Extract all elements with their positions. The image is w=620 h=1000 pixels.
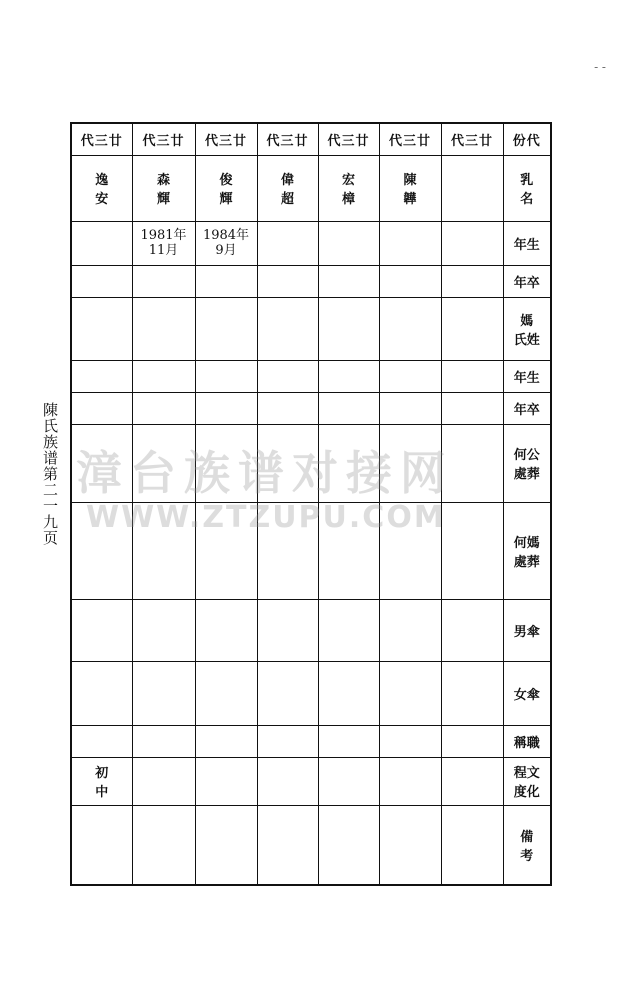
birth-row — [71, 221, 551, 265]
title-row — [71, 725, 551, 757]
name-cell-6: 陳 韡 — [379, 155, 441, 221]
father-burial-cell — [132, 424, 195, 502]
mother-surname-cell — [379, 297, 441, 360]
daughters-cell — [195, 661, 257, 725]
mother-burial-cell — [441, 502, 503, 599]
mother-birth-cell — [132, 360, 195, 392]
title-cell — [318, 725, 379, 757]
remarks-cell — [379, 805, 441, 885]
birth-cell-1 — [71, 221, 132, 265]
education-label: 程文 度化 — [503, 757, 551, 805]
mother-death-cell — [318, 392, 379, 424]
genealogy-table-wrapper — [70, 122, 552, 886]
mother-death-label: 年卒 — [503, 392, 551, 424]
education-cell-6 — [379, 757, 441, 805]
sons-cell — [318, 599, 379, 661]
father-burial-cell — [379, 424, 441, 502]
generation-header-4: 代三廿 — [257, 123, 318, 155]
death-row — [71, 265, 551, 297]
birth-label: 年生 — [503, 221, 551, 265]
mother-birth-label: 年生 — [503, 360, 551, 392]
watermark-cn: 漳台族谱对接网 — [76, 446, 454, 500]
death-cell — [132, 265, 195, 297]
name-cell-1: 逸 安 — [71, 155, 132, 221]
sons-cell — [71, 599, 132, 661]
remarks-cell — [318, 805, 379, 885]
mother-surname-cell — [318, 297, 379, 360]
mother-death-cell — [257, 392, 318, 424]
birth-cell-7 — [441, 221, 503, 265]
title-cell — [71, 725, 132, 757]
mother-surname-label: 媽 氏姓 — [503, 297, 551, 360]
education-cell-2 — [132, 757, 195, 805]
birth-cell-5 — [318, 221, 379, 265]
sons-cell — [195, 599, 257, 661]
daughters-row — [71, 661, 551, 725]
death-label: 年卒 — [503, 265, 551, 297]
birth-cell-6 — [379, 221, 441, 265]
mother-surname-cell — [132, 297, 195, 360]
education-cell-1: 初 中 — [71, 757, 132, 805]
name-cell-5: 宏 樟 — [318, 155, 379, 221]
mother-surname-cell — [257, 297, 318, 360]
death-cell — [71, 265, 132, 297]
remarks-cell — [441, 805, 503, 885]
sons-label: 男傘 — [503, 599, 551, 661]
title-label: 稱職 — [503, 725, 551, 757]
daughters-cell — [318, 661, 379, 725]
daughters-cell — [132, 661, 195, 725]
sons-cell — [379, 599, 441, 661]
sons-cell — [132, 599, 195, 661]
header-row — [71, 123, 551, 155]
father-burial-cell — [257, 424, 318, 502]
birth-cell-3: 1984年 9月 — [195, 221, 257, 265]
remarks-row — [71, 805, 551, 885]
daughters-cell — [379, 661, 441, 725]
mother-death-cell — [71, 392, 132, 424]
title-cell — [379, 725, 441, 757]
mother-birth-cell — [195, 360, 257, 392]
father-burial-row — [71, 424, 551, 502]
sons-cell — [441, 599, 503, 661]
name-cell-7 — [441, 155, 503, 221]
name-row — [71, 155, 551, 221]
death-cell — [441, 265, 503, 297]
mother-birth-cell — [379, 360, 441, 392]
father-burial-cell — [195, 424, 257, 502]
mother-birth-row — [71, 360, 551, 392]
sons-cell — [257, 599, 318, 661]
father-burial-label: 何公 處葬 — [503, 424, 551, 502]
mother-death-row — [71, 392, 551, 424]
mother-birth-cell — [257, 360, 318, 392]
generation-header-6: 代三廿 — [379, 123, 441, 155]
death-cell — [257, 265, 318, 297]
mother-surname-cell — [71, 297, 132, 360]
mother-death-cell — [441, 392, 503, 424]
death-cell — [379, 265, 441, 297]
name-cell-3: 俊 輝 — [195, 155, 257, 221]
watermark-url: WWW.ZTZUPU.COM — [86, 500, 446, 535]
mother-burial-cell — [379, 502, 441, 599]
death-cell — [318, 265, 379, 297]
mother-burial-cell — [132, 502, 195, 599]
title-cell — [132, 725, 195, 757]
mother-burial-label: 何媽 處葬 — [503, 502, 551, 599]
title-cell — [195, 725, 257, 757]
mother-burial-cell — [71, 502, 132, 599]
mother-death-cell — [132, 392, 195, 424]
generation-header-2: 代三廿 — [132, 123, 195, 155]
generation-header-1: 代三廿 — [71, 123, 132, 155]
father-burial-cell — [71, 424, 132, 502]
generation-header-5: 代三廿 — [318, 123, 379, 155]
mother-surname-cell — [441, 297, 503, 360]
genealogy-table — [70, 122, 552, 886]
mother-death-cell — [195, 392, 257, 424]
remarks-cell — [195, 805, 257, 885]
remarks-cell — [257, 805, 318, 885]
remarks-label: 備 考 — [503, 805, 551, 885]
name-label: 乳 名 — [503, 155, 551, 221]
generation-header-7: 代三廿 — [441, 123, 503, 155]
mother-death-cell — [379, 392, 441, 424]
title-cell — [441, 725, 503, 757]
mother-burial-cell — [318, 502, 379, 599]
education-cell-4 — [257, 757, 318, 805]
mother-burial-cell — [257, 502, 318, 599]
mother-surname-row — [71, 297, 551, 360]
daughters-cell — [441, 661, 503, 725]
death-cell — [195, 265, 257, 297]
daughters-cell — [257, 661, 318, 725]
birth-cell-2: 1981年 11月 — [132, 221, 195, 265]
remarks-cell — [71, 805, 132, 885]
daughters-cell — [71, 661, 132, 725]
mother-burial-cell — [195, 502, 257, 599]
sons-row — [71, 599, 551, 661]
birth-cell-4 — [257, 221, 318, 265]
education-row — [71, 757, 551, 805]
title-cell — [257, 725, 318, 757]
remarks-cell — [132, 805, 195, 885]
education-cell-3 — [195, 757, 257, 805]
education-cell-7 — [441, 757, 503, 805]
education-cell-5 — [318, 757, 379, 805]
page-label: 陳氏族谱第二一九页 — [41, 402, 59, 546]
corner-mark: - - — [594, 60, 606, 74]
daughters-label: 女傘 — [503, 661, 551, 725]
mother-burial-row — [71, 502, 551, 599]
father-burial-cell — [441, 424, 503, 502]
father-burial-cell — [318, 424, 379, 502]
mother-birth-cell — [71, 360, 132, 392]
mother-birth-cell — [441, 360, 503, 392]
name-cell-4: 偉 超 — [257, 155, 318, 221]
label-header: 份代 — [503, 123, 551, 155]
generation-header-3: 代三廿 — [195, 123, 257, 155]
mother-birth-cell — [318, 360, 379, 392]
mother-surname-cell — [195, 297, 257, 360]
name-cell-2: 森 輝 — [132, 155, 195, 221]
